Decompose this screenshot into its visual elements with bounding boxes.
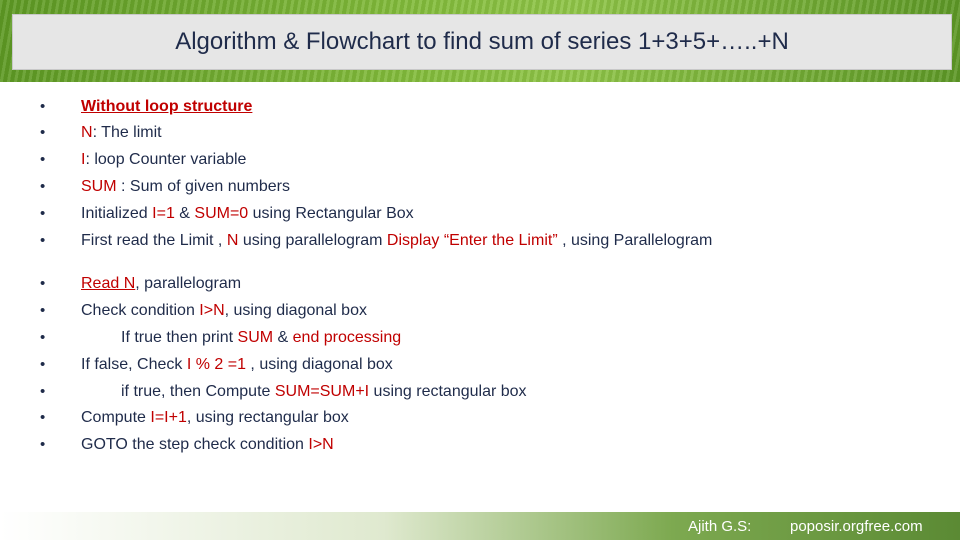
list-item-text — [81, 96, 252, 118]
item-part: If true then print — [121, 329, 238, 346]
bullet-icon: • — [40, 232, 46, 249]
item-part: : Sum of given numbers — [116, 178, 290, 195]
item-part: N — [81, 124, 93, 141]
item-part: Compute — [81, 409, 151, 426]
item-part: GOTO the step check condition — [81, 436, 309, 453]
item-part: & — [174, 205, 195, 222]
bullet-icon: • — [40, 275, 46, 292]
item-part: end processing — [292, 329, 402, 346]
list-item-text — [81, 407, 349, 429]
item-part: SUM — [237, 329, 274, 346]
item-part: , using rectangular box — [186, 409, 349, 426]
bullet-icon: • — [40, 151, 46, 168]
bullet-icon: • — [40, 124, 46, 141]
item-part: , using Parallelogram — [557, 232, 713, 249]
item-part: First read the Limit , — [81, 232, 227, 249]
footer-bar — [0, 512, 960, 540]
item-part: I>N — [199, 302, 225, 319]
list-item-text — [81, 300, 367, 322]
item-part: , using diagonal box — [250, 356, 393, 373]
item-part: : The limit — [92, 124, 162, 141]
item-part: SUM — [81, 178, 117, 195]
item-part: I=I+1 — [150, 409, 187, 426]
item-part: Display “Enter the Limit” — [386, 232, 558, 249]
item-part: Read N — [81, 275, 136, 292]
list-item-text — [81, 176, 290, 198]
list-item-text — [121, 381, 527, 403]
bullet-icon: • — [40, 98, 46, 115]
list-item-text — [81, 230, 721, 249]
item-part: Check condition — [81, 302, 200, 319]
footer-author: Ajith G.S: — [688, 518, 752, 535]
bullet-icon: • — [40, 329, 46, 346]
item-part: if true, then Compute — [121, 383, 275, 400]
list-item-text — [81, 122, 162, 144]
item-part: I=1 — [152, 205, 175, 222]
item-part: N — [226, 232, 239, 249]
item-part: : loop Counter variable — [85, 151, 247, 168]
slide-title: Algorithm & Flowchart to find sum of series 1+3+5+…..+N — [175, 28, 789, 55]
item-part: using Rectangular Box — [248, 205, 414, 222]
list-item-text — [81, 149, 246, 171]
item-part: , parallelogram — [135, 275, 242, 292]
item-part: using rectangular box — [369, 383, 527, 400]
item-part: using parallelogram — [238, 232, 387, 249]
item-part: , using diagonal box — [224, 302, 367, 319]
list-item-text — [81, 203, 414, 225]
item-part: Without loop structure — [81, 98, 253, 115]
item-part: SUM=0 — [194, 205, 249, 222]
item-part: I % 2 =1 — [186, 356, 251, 373]
bullet-icon: • — [40, 436, 46, 453]
bullet-icon: • — [40, 383, 46, 400]
item-part: & — [273, 329, 293, 346]
item-part: If false, Check — [81, 356, 187, 373]
list-item-text — [81, 354, 393, 376]
list-item-text — [81, 273, 241, 295]
bullet-icon: • — [40, 205, 46, 222]
bullet-icon: • — [40, 302, 46, 319]
footer-site: poposir.orgfree.com — [790, 518, 923, 535]
bullet-icon: • — [40, 409, 46, 426]
list-item-text — [81, 434, 334, 456]
item-part: I — [81, 151, 86, 168]
list-item-text — [121, 327, 401, 349]
item-part: SUM=SUM+I — [274, 383, 370, 400]
item-part: I>N — [308, 436, 334, 453]
bullet-icon: • — [40, 178, 46, 195]
bullet-icon: • — [40, 356, 46, 373]
item-part: Initialized — [81, 205, 153, 222]
